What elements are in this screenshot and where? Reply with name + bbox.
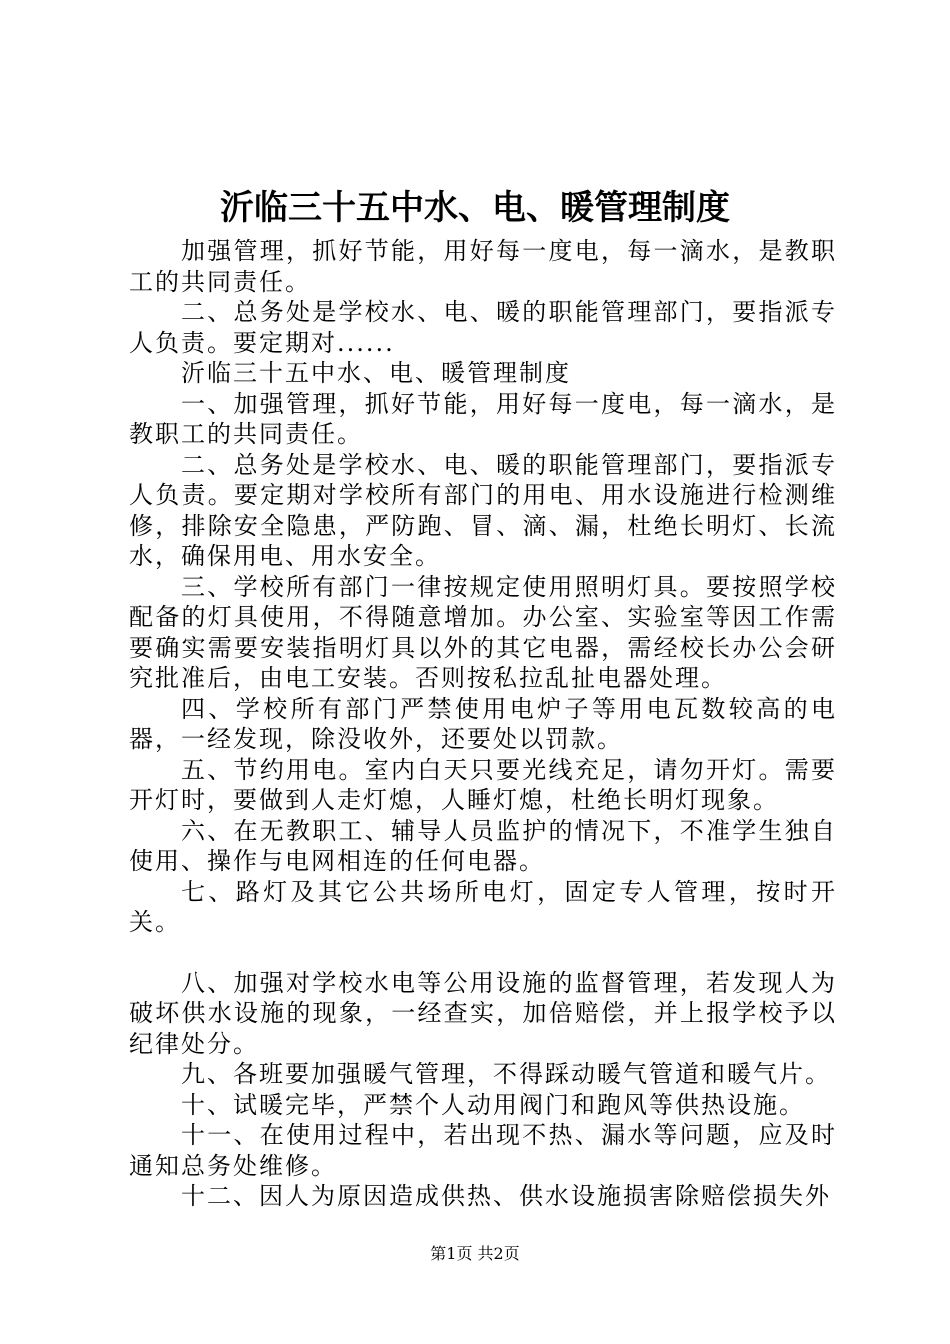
paragraph-rule-4: 四、学校所有部门严禁使用电炉子等用电瓦数较高的电器，一经发现，除没收外，还要处以罚款。 [129,694,837,753]
paragraph-rule-11: 十一、在使用过程中，若出现不热、漏水等问题，应及时通知总务处维修。 [129,1121,837,1180]
paragraph-rule-10: 十、试暖完毕，严禁个人动用阀门和跑风等供热设施。 [181,1090,805,1119]
paragraph-rule-7: 七、路灯及其它公共场所电灯，固定专人管理，按时开关。 [129,877,837,936]
paragraph-excerpt: 二、总务处是学校水、电、暖的职能管理部门，要指派专人负责。要定期对...... [129,298,837,357]
paragraph-rule-5: 五、节约用电。室内白天只要光线充足，请勿开灯。需要开灯时，要做到人走灯熄，人睡灯熄，杜绝长明灯现象。 [129,755,837,814]
document-body [129,236,837,1212]
paragraph-rule-1: 一、加强管理，抓好节能，用好每一度电，每一滴水，是教职工的共同责任。 [129,389,837,448]
paragraph-intro: 加强管理，抓好节能，用好每一度电，每一滴水，是教职工的共同责任。 [129,237,837,296]
paragraph-rule-2: 二、总务处是学校水、电、暖的职能管理部门，要指派专人负责。要定期对学校所有部门的用电、用水设施进行检测维修，排除安全隐患，严防跑、冒、滴、漏，杜绝长明灯、长流水，确保用电、用水安全。 [129,450,837,570]
paragraph-rule-12: 十二、因人为原因造成供热、供水设施损害除赔偿损失外 [181,1182,831,1210]
paragraph-rule-6: 六、在无教职工、辅导人员监护的情况下，不准学生独自使用、操作与电网相连的任何电器。 [129,816,837,875]
page-footer: 第1页 共2页 [430,1244,520,1263]
paragraph-rule-9: 九、各班要加强暖气管理，不得踩动暖气管道和暖气片。 [181,1060,831,1088]
paragraph-repeated-title: 沂临三十五中水、电、暖管理制度 [181,359,571,387]
paragraph-rule-8: 八、加强对学校水电等公用设施的监督管理，若发现人为破坏供水设施的现象，一经查实，加倍赔偿，并上报学校予以纪律处分。 [129,968,837,1058]
paragraph-rule-3: 三、学校所有部门一律按规定使用照明灯具。要按照学校配备的灯具使用，不得随意增加。办公室、实验室等因工作需要确实需要安装指明灯具以外的其它电器，需经校长办公会研究批准后，由电工安装。否则按私拉乱扯电器处理。 [129,572,837,692]
document-title: 沂临三十五中水、电、暖管理制度 [220,188,730,228]
